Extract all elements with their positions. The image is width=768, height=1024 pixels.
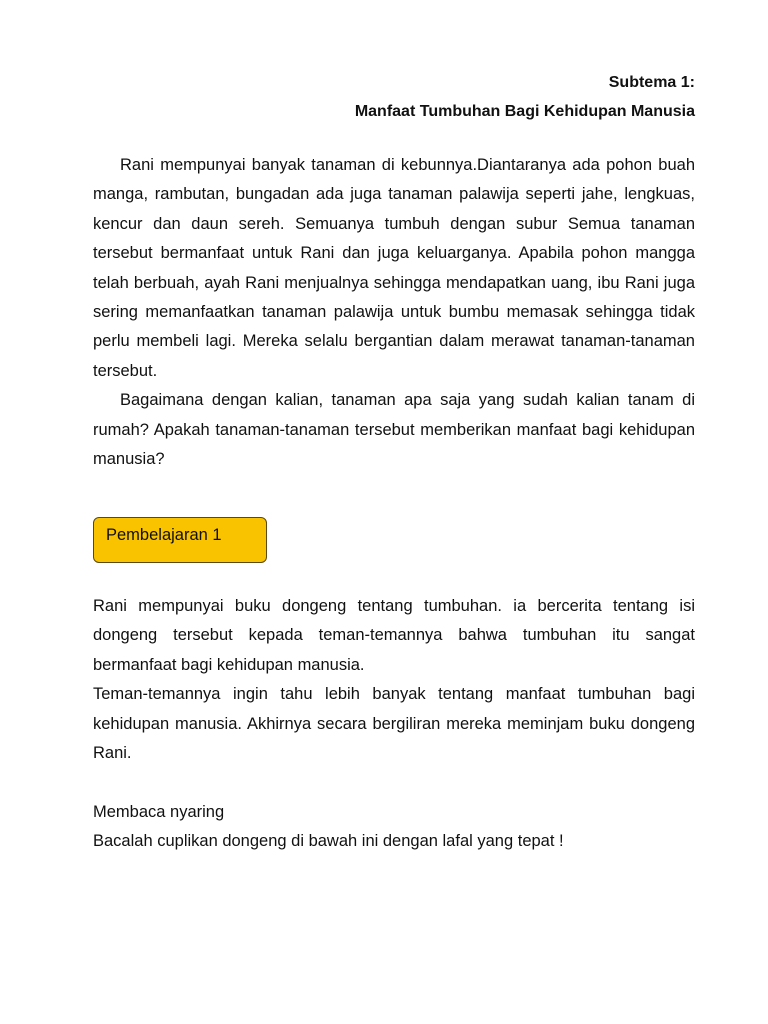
question-paragraph: Bagaimana dengan kalian, tanaman apa saja yang sudah kalian tanam di rumah? Apakah tanaman-tanaman tersebut memberikan manfaat bagi kehidupan manusia? xyxy=(93,391,695,469)
reading-heading: Membaca nyaring xyxy=(93,803,225,821)
reading-instruction: Bacalah cuplikan dongeng di bawah ini dengan lafal yang tepat ! xyxy=(93,832,564,851)
lesson-badge xyxy=(93,517,267,563)
page-header xyxy=(355,68,695,126)
intro-section xyxy=(93,151,695,474)
story-paragraph-2: Teman-temannya ingin tahu lebih banyak tentang manfaat tumbuhan bagi kehidupan manusia. Akhirnya secara bergiliran mereka meminjam buku dongeng Rani. xyxy=(93,685,695,763)
subtheme-label: Subtema 1: xyxy=(608,74,695,91)
story-paragraph: Rani mempunyai buku dongeng tentang tumbuhan. ia bercerita tentang isi dongeng tersebut kepada teman-temannya bahwa tumbuhan itu sangat bermanfaat bagi kehidupan manusia. xyxy=(93,597,695,674)
intro-paragraph: Rani mempunyai banyak tanaman di kebunnya.Diantaranya ada pohon buah manga, rambutan, bungadan ada juga tanaman palawija seperti jahe, lengkuas, kencur dan daun sereh. Semuanya tumbuh dengan subur Semua tanaman tersebut bermanfaat untuk Rani dan juga keluarganya. Apabila pohon mangga telah berbuah, ayah Rani menjualnya sehingga mendapatkan uang, ibu Rani juga sering memanfaatkan tanaman palawija untuk bumbu memasak sehingga tidak perlu membeli lagi. Mereka selalu bergantian dalam merawat tanaman-tanaman tersebut. xyxy=(93,156,695,380)
reading-section xyxy=(93,798,695,857)
lesson-badge-label: Pembelajaran 1 xyxy=(106,526,222,544)
story-section xyxy=(93,592,695,768)
subtheme-title: Manfaat Tumbuhan Bagi Kehidupan Manusia xyxy=(354,103,695,120)
